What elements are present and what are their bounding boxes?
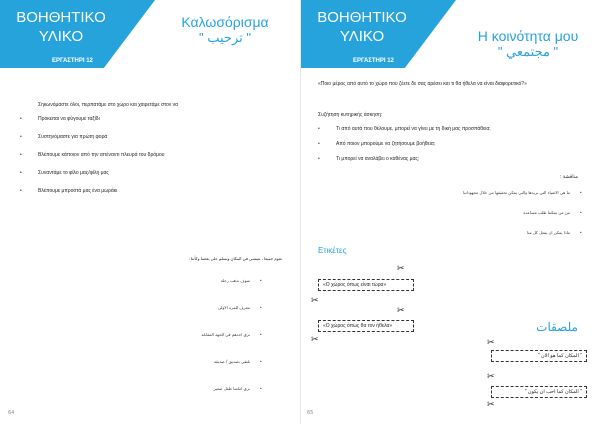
heading-greek: Η κοινότητα μου	[477, 28, 579, 44]
list-item: • نلتقي بصديق / صديقة	[112, 359, 262, 364]
arabic-bullet-list	[382, 190, 582, 235]
list-item: • نري احدهم في الجهة المقابلة	[112, 332, 262, 337]
banner-title: ΒΟΗΘΗΤΙΚΟ ΥΛΙΚΟ	[16, 9, 106, 45]
scissors-icon: ✂	[487, 338, 495, 348]
intro-text: Σηκωνόμαστε όλοι, περπατάμε στο χώρο και χαιρετάμε στον να	[38, 102, 179, 108]
labels-heading: Ετικέτες	[318, 246, 347, 255]
label-card: " المكان كما احب ان يكون "	[491, 386, 587, 398]
page-number: 64	[8, 410, 15, 416]
page-heading	[165, 14, 285, 46]
arabic-bullet-list	[112, 278, 262, 391]
arabic-labels-heading: ملصقات	[536, 320, 578, 334]
right-page	[300, 0, 600, 424]
label-card: «Ο χώρος όπως είναι τώρα»	[318, 279, 414, 291]
greek-bullet-list	[20, 116, 164, 194]
list-item: • Τι μπορεί να αναλάβει ο καθένας μας;	[318, 156, 491, 162]
list-item: • من من يمكننا طلب مساعدة	[382, 210, 582, 215]
scissors-icon: ✂	[311, 335, 319, 345]
scissors-icon: ✂	[311, 296, 319, 306]
list-item: • Από ποιον μπορούμε να ζητήσουμε βοήθεια;	[318, 141, 491, 147]
list-item: • نتعرف للمرة الاولى	[112, 305, 262, 310]
label-card: «Ο χώρος όπως θα τον ήθελα»	[318, 320, 414, 332]
page-number: 65	[307, 410, 314, 416]
list-item: • ماذا يمكن ان يفعل كل منا	[382, 230, 582, 235]
heading-greek: Καλωσόρισμα	[181, 14, 269, 30]
label-card: " المكان كما هو الان "	[491, 350, 587, 362]
arabic-intro: نقوم جميعا ، نتمشى في المكان ونسلم على بعضنا وكأننا :	[188, 256, 282, 261]
banner-subtitle: ΕΡΓΑΣΤΗΡΙ 12	[52, 58, 93, 64]
heading-arabic: " ترحيب "	[199, 30, 251, 45]
scissors-icon: ✂	[397, 264, 405, 274]
scissors-icon: ✂	[397, 306, 405, 316]
banner-subtitle: ΕΡΓΑΣΤΗΡΙ 12	[353, 58, 394, 64]
list-item: • Συναντάμε το φίλο μας/φίλη μας	[20, 170, 164, 176]
scissors-icon: ✂	[487, 400, 495, 410]
intro-question: «Ποιο μέρος από αυτό το χώρο που ζέετε δε σας αρέσει και τι θα ήθελα να είναι διαφορετικό?»	[318, 81, 527, 87]
greek-bullet-list	[318, 126, 491, 162]
list-item: • Τι από αυτά που θέλουμε, μπορεί να γίνει με τη δική μας προσπάθεια;	[318, 126, 491, 132]
banner-title: ΒΟΗΘΗΤΙΚΟ ΥΛΙΚΟ	[317, 9, 407, 45]
list-item: • Πρόκειται να φύγουμε ταξίδι	[20, 116, 164, 122]
heading-arabic: " مجتمعي "	[497, 44, 559, 59]
list-item: • سوف نذهب رحلة	[112, 278, 262, 283]
list-item: • Συστηνόμαστε για πρώτη φορά	[20, 134, 164, 140]
discussion-label: Συζήτηση κυτηρικής άσκηση:	[318, 112, 383, 118]
list-item: • ما هي الاشياء التي نريدها والتي يمكن تحقيقها من خلال مجهوداتنا	[382, 190, 582, 195]
list-item: • Βλέπουμε κάποιον από την απέναντι πλευρά του δρόμου	[20, 152, 164, 158]
scissors-icon: ✂	[487, 372, 495, 382]
list-item: • Βλέπουμε μπροστά μας ένα μωράκι	[20, 188, 164, 194]
page-heading	[463, 28, 593, 60]
list-item: • نري امامنا طفل صغير	[112, 386, 262, 391]
arabic-discussion-label: مناقشة :	[559, 174, 578, 180]
